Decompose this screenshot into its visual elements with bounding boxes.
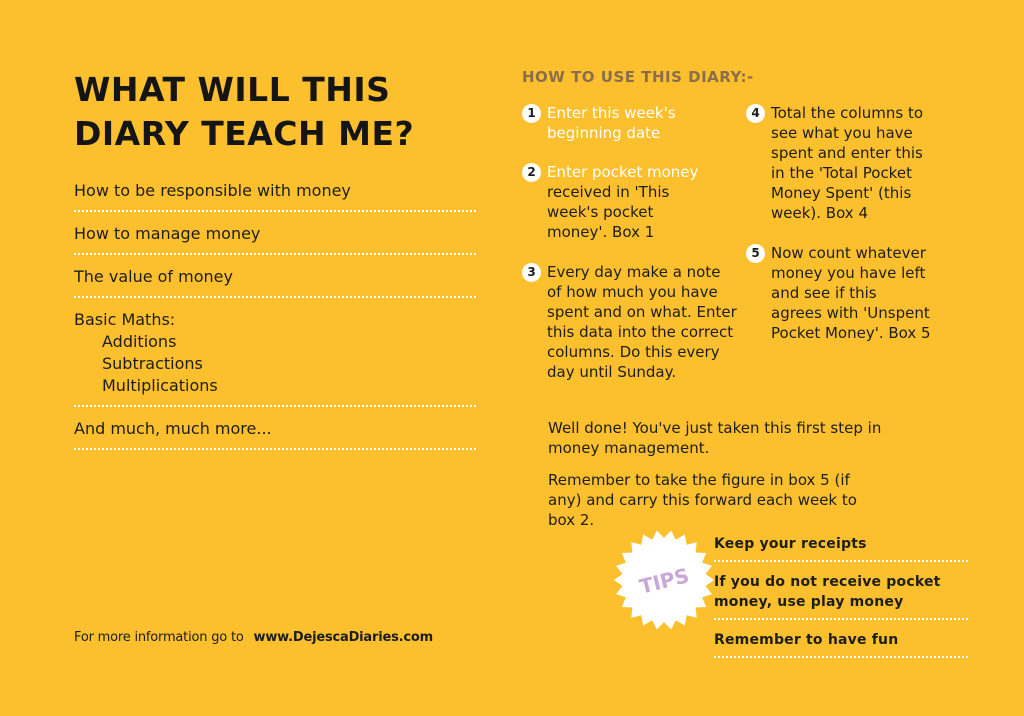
step-text-line: Pocket Money'. Box 5 bbox=[771, 324, 931, 342]
basic-maths-item: Multiplications bbox=[102, 376, 218, 395]
website-link[interactable]: www.DejescaDiaries.com bbox=[253, 630, 433, 645]
tip-text-line: Keep your receipts bbox=[714, 536, 867, 552]
title-line-1: WHAT WILL THIS bbox=[74, 70, 391, 109]
lesson-text: How to be responsible with money bbox=[74, 181, 351, 200]
how-to-heading: HOW TO USE THIS DIARY:- bbox=[522, 68, 754, 86]
step-text-line: in the 'Total Pocket bbox=[771, 164, 912, 182]
text-line: Well done! You've just taken this first step in bbox=[548, 419, 882, 437]
step-text-line: spent and enter this bbox=[771, 144, 923, 162]
step-text-line: week). Box 4 bbox=[771, 204, 868, 222]
tip-text-line: money, use play money bbox=[714, 594, 904, 610]
text-line: box 2. bbox=[548, 511, 595, 529]
step-text-line: this data into the correct bbox=[547, 323, 734, 341]
step-text-line: beginning date bbox=[547, 124, 661, 142]
step-2 bbox=[527, 162, 737, 242]
step-number-badge: 1 bbox=[522, 104, 541, 123]
step-4 bbox=[751, 103, 961, 223]
step-text-line: Total the columns to bbox=[771, 104, 924, 122]
lesson-text: How to manage money bbox=[74, 224, 261, 243]
text-line: Remember to take the figure in box 5 (if bbox=[548, 471, 850, 489]
step-text-line: Enter pocket money bbox=[547, 163, 699, 181]
basic-maths-label: Basic Maths: bbox=[74, 310, 176, 329]
page-title bbox=[74, 68, 494, 156]
step-text-line: columns. Do this every bbox=[547, 343, 720, 361]
tip-text-line: Remember to have fun bbox=[714, 632, 899, 648]
lesson-item bbox=[74, 219, 476, 255]
step-text-line: agrees with 'Unspent bbox=[771, 304, 930, 322]
text-line: any) and carry this forward each week to bbox=[548, 491, 857, 509]
step-text-line: spent and on what. Enter bbox=[547, 303, 737, 321]
tips-badge-label: TIPS bbox=[637, 563, 692, 599]
step-text-line: received in 'This bbox=[547, 183, 670, 201]
step-text-line: money'. Box 1 bbox=[547, 223, 655, 241]
step-text-line: week's pocket bbox=[547, 203, 654, 221]
step-text-line: and see if this bbox=[771, 284, 877, 302]
footer-label: For more information go to bbox=[74, 630, 244, 645]
tip-item bbox=[714, 532, 968, 562]
step-text-line: see what you have bbox=[771, 124, 913, 142]
lesson-item-more bbox=[74, 414, 476, 450]
tip-item bbox=[714, 628, 968, 658]
step-text-line: Every day make a note bbox=[547, 263, 721, 281]
tip-item bbox=[714, 570, 968, 620]
text-line: money management. bbox=[548, 439, 710, 457]
tips-list bbox=[714, 532, 968, 666]
basic-maths-item: Additions bbox=[102, 332, 177, 351]
lesson-item-basic-maths bbox=[74, 305, 476, 407]
step-1 bbox=[527, 103, 737, 143]
step-text-line: Now count whatever bbox=[771, 244, 926, 262]
remember-text bbox=[548, 470, 908, 530]
lesson-item bbox=[74, 262, 476, 298]
lesson-text: The value of money bbox=[74, 267, 233, 286]
step-text-line: money you have left bbox=[771, 264, 926, 282]
well-done-text bbox=[548, 418, 928, 458]
step-text-line: of how much you have bbox=[547, 283, 718, 301]
step-text-line: day until Sunday. bbox=[547, 363, 677, 381]
step-text-line: Money Spent' (this bbox=[771, 184, 912, 202]
step-number-badge: 3 bbox=[522, 263, 541, 282]
title-line-2: DIARY TEACH ME? bbox=[74, 114, 415, 153]
tips-starburst-icon bbox=[612, 528, 716, 632]
basic-maths-item: Subtractions bbox=[102, 354, 203, 373]
step-5 bbox=[751, 243, 966, 343]
step-number-badge: 5 bbox=[746, 244, 765, 263]
lesson-text: And much, much more... bbox=[74, 419, 272, 438]
footer-info bbox=[74, 630, 433, 645]
step-text-line: Enter this week's bbox=[547, 104, 676, 122]
tip-text-line: If you do not receive pocket bbox=[714, 574, 941, 590]
step-3 bbox=[527, 262, 747, 382]
lesson-item bbox=[74, 176, 476, 212]
step-number-badge: 4 bbox=[746, 104, 765, 123]
step-number-badge: 2 bbox=[522, 163, 541, 182]
lessons-list bbox=[74, 176, 476, 457]
